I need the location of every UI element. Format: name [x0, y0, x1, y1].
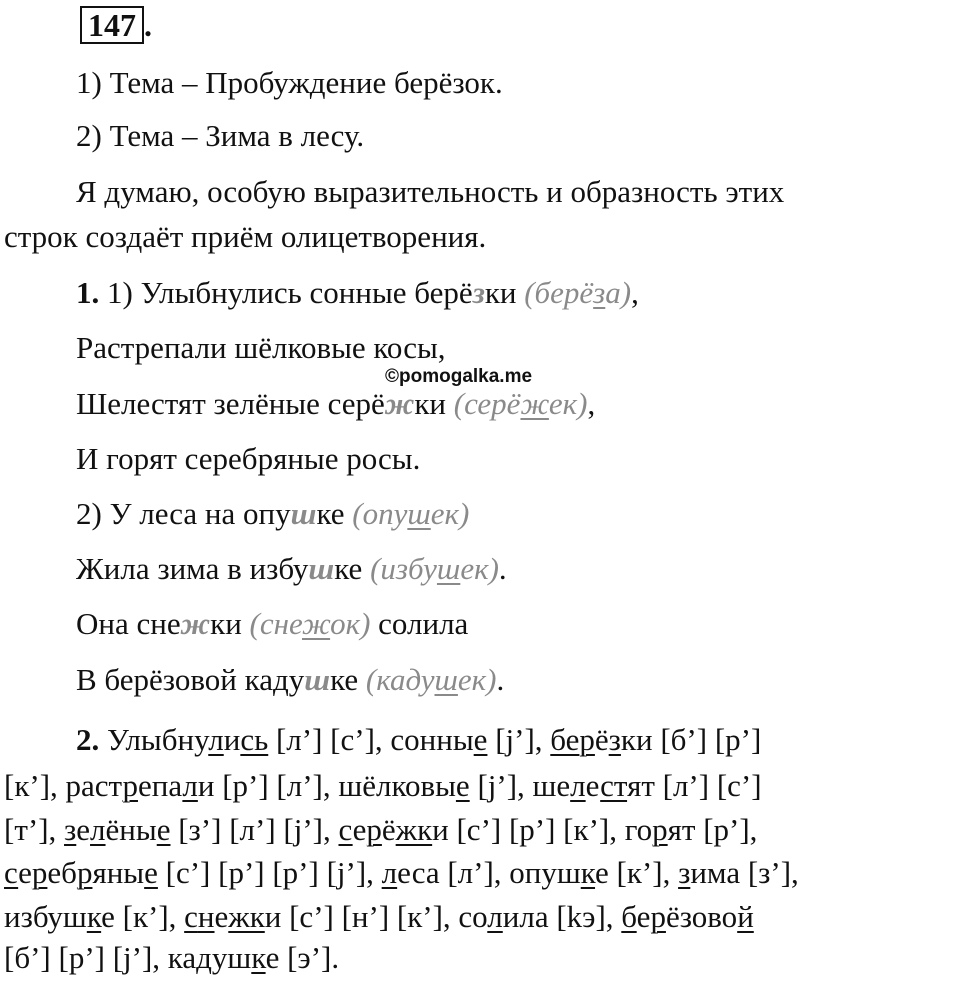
task1-number: 1. [76, 275, 100, 310]
check-word-part: (серё [453, 386, 521, 421]
check-word-underlined: ш [436, 551, 461, 586]
text: ки [414, 386, 454, 421]
underlined-letter: л [570, 768, 586, 803]
poem1-line-2: Растрепали шёлковые косы, [76, 330, 446, 365]
check-word-part: (сне [249, 606, 302, 641]
text: ке [330, 662, 366, 697]
underlined-letter: з [678, 855, 691, 890]
check-word-underlined: ж [520, 386, 549, 421]
text: е [к’], [101, 899, 185, 934]
text: и [с’] [н’] [к’], со [264, 899, 488, 934]
underlined-letter: с [338, 812, 353, 847]
check-word-part: ек) [460, 551, 499, 586]
check-word-underlined: ш [434, 662, 458, 697]
text: б [61, 855, 77, 890]
underlined-letter: е [473, 722, 488, 757]
check-word-part: ек) [457, 662, 497, 697]
topic-2: 2) Тема – Зима в лесу. [76, 118, 365, 153]
text: [j’], ше [469, 768, 571, 803]
text: и [р’] [л’], шёлковы [197, 768, 456, 803]
underlined-letter: р [579, 722, 595, 757]
text: [б’] [р’] [j’], кадуш [4, 940, 252, 975]
text: , [587, 386, 596, 421]
underlined-letter: б [621, 899, 637, 934]
poem1-line-1 [76, 266, 639, 320]
text: ят [р’], [667, 812, 758, 847]
underlined-letter: сь [240, 722, 269, 757]
text: и [223, 722, 241, 757]
underlined-letter: л [90, 812, 106, 847]
underlined-letter: р [652, 812, 668, 847]
text: Улыбну [107, 722, 209, 757]
poem1-line-4: И горят серебряные росы. [76, 441, 421, 476]
underlined-letter: р [122, 768, 138, 803]
check-word-part: ек) [548, 386, 588, 421]
check-word-part: (опу [352, 496, 408, 531]
exercise-number-box: 147 [80, 6, 144, 44]
text: ила [kэ], [502, 899, 622, 934]
highlight-letter: ш [308, 551, 335, 586]
text: епа [137, 768, 183, 803]
opinion-line-2: строк создаёт приём олицетворения. [4, 219, 487, 254]
check-word-underlined: ш [407, 496, 431, 531]
underlined-letter: к [580, 855, 596, 890]
underlined-letter: к [86, 899, 102, 934]
text: е [636, 899, 651, 934]
text: ке [334, 551, 371, 586]
underlined-letter: й [737, 899, 754, 934]
check-word [454, 386, 588, 421]
text: Шелестят зелёные серё [76, 386, 385, 421]
check-word-part: ок) [330, 606, 371, 641]
text: е [585, 768, 601, 803]
text: е [к’], [595, 855, 679, 890]
underlined-letter: е [156, 812, 171, 847]
text: е [18, 855, 32, 890]
text: ё [594, 722, 609, 757]
underlined-letter: ст [600, 768, 628, 803]
underlined-letter: жк [228, 899, 265, 934]
underlined-letter: е [455, 768, 470, 803]
text: Она сне [76, 606, 181, 641]
highlight-letter: ш [304, 662, 331, 697]
poem2-line-1 [76, 487, 469, 541]
text: ке [316, 496, 353, 531]
text: ёзово [665, 899, 738, 934]
watermark: ©pomogalka.me [385, 366, 533, 387]
underlined-letter: к [251, 940, 266, 975]
text: ки [б’] [р’] [620, 722, 762, 757]
text: е [47, 855, 62, 890]
text: е [352, 812, 367, 847]
underlined-letter: л [182, 768, 198, 803]
text: ёны [105, 812, 157, 847]
highlight-letter: ж [384, 386, 415, 421]
topic-1: 1) Тема – Пробуждение берёзок. [76, 65, 503, 100]
underlined-letter: л [208, 722, 224, 757]
text: [j’], [487, 722, 551, 757]
text: . [498, 551, 507, 586]
text: Жила зима в избу [76, 551, 309, 586]
highlight-letter: з [472, 275, 485, 310]
underlined-letter: р [76, 855, 93, 890]
text: и [с’] [р’] [к’], го [432, 812, 653, 847]
text: [к’], раст [4, 768, 123, 803]
check-word-part: (каду [365, 662, 435, 697]
underlined-letter: е [144, 855, 158, 890]
text: ят [л’] [с’] [627, 768, 762, 803]
text: е [214, 899, 229, 934]
underlined-letter: жк [395, 812, 433, 847]
check-word-part: а) [605, 275, 632, 310]
underlined-letter: бе [550, 722, 580, 757]
underlined-letter: л [381, 855, 398, 890]
text: е [76, 812, 91, 847]
text: ки [210, 606, 250, 641]
text: 1) Улыбнулись сонные берё [107, 275, 473, 310]
underlined-letter: р [366, 812, 382, 847]
text: солила [370, 606, 469, 641]
underlined-letter: з [64, 812, 77, 847]
check-word [250, 606, 371, 641]
check-word-part: (берё [524, 275, 594, 310]
text: [л’] [с’], сонны [268, 722, 474, 757]
text: яны [92, 855, 145, 890]
underlined-letter: з [608, 722, 621, 757]
check-word [370, 551, 499, 586]
opinion-line-1: Я думаю, особую выразительность и образность этих [76, 174, 785, 209]
task2-line-6 [4, 931, 339, 985]
check-word-underlined: з [593, 275, 606, 310]
text: [т’], [4, 812, 65, 847]
underlined-letter: с [184, 899, 198, 934]
poem2-line-2 [76, 542, 507, 596]
text: В берёзовой каду [76, 662, 305, 697]
text: . [496, 662, 505, 697]
underlined-letter: р [31, 855, 48, 890]
check-word [366, 662, 497, 697]
text: има [з’], [690, 855, 799, 890]
poem1-line-3 [76, 377, 595, 431]
text: [с’] [р’] [р’] [j’], [157, 855, 382, 890]
exercise-number-dot: . [144, 7, 152, 43]
text: еса [л’], опуш [397, 855, 581, 890]
text: , [631, 275, 639, 310]
exercise-number [80, 6, 152, 44]
text: избуш [4, 899, 87, 934]
check-word [524, 275, 631, 310]
text: ки [484, 275, 525, 310]
text: 2) У леса на опу [76, 496, 291, 531]
underlined-letter: с [4, 855, 19, 890]
check-word-underlined: ж [302, 606, 331, 641]
text: ё [381, 812, 396, 847]
check-word-part: ек) [430, 496, 470, 531]
text: е [э’]. [265, 940, 340, 975]
underlined-letter: н [197, 899, 215, 934]
text: [з’] [л’] [j’], [170, 812, 339, 847]
check-word [352, 496, 469, 531]
underlined-letter: л [487, 899, 503, 934]
check-word-part: (избу [370, 551, 437, 586]
highlight-letter: ш [290, 496, 317, 531]
task2-number: 2. [76, 722, 100, 757]
highlight-letter: ж [180, 606, 211, 641]
poem2-line-4 [76, 653, 504, 707]
underlined-letter: р [650, 899, 666, 934]
poem2-line-3 [76, 597, 468, 651]
